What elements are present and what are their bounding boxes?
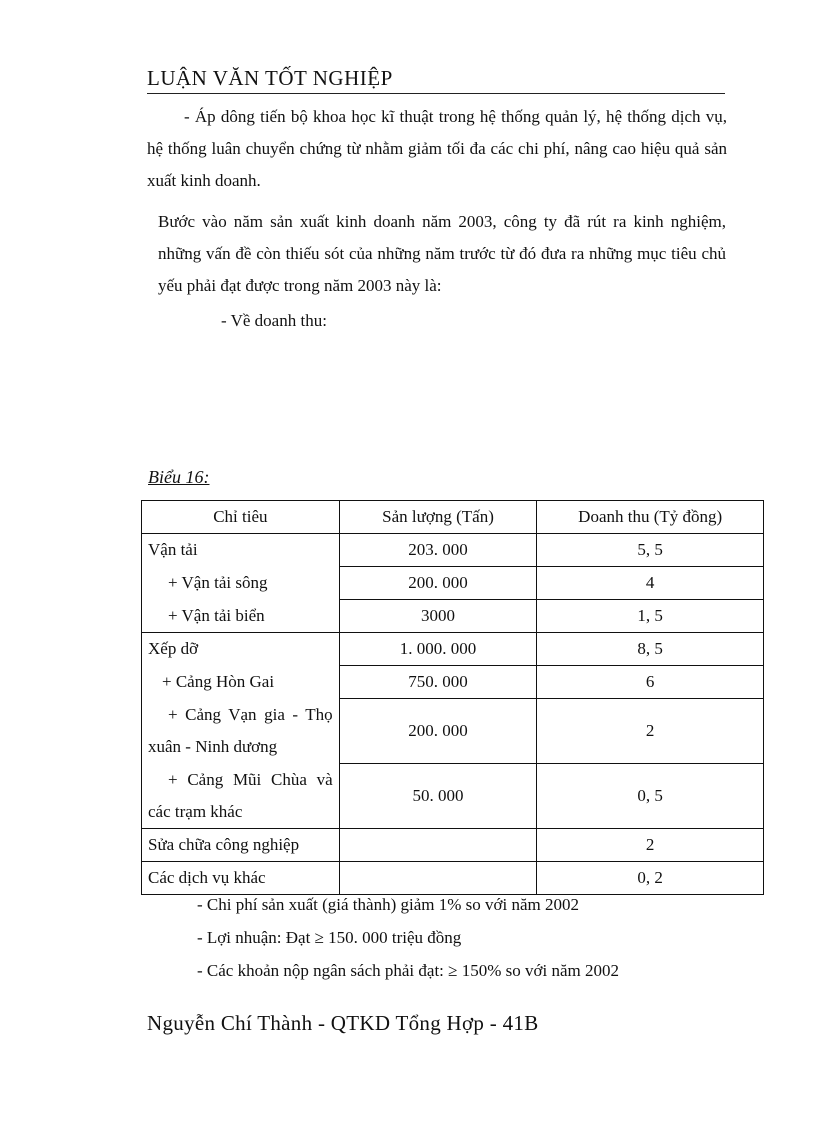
indicator-cell: Vận tải [142,534,340,567]
revenue-cell: 5, 5 [537,534,764,567]
indicator-cell: + Vận tải biển [142,600,340,633]
indicator-cell: + Vận tải sông [142,567,340,600]
revenue-cell: 6 [537,666,764,699]
output-cell: 203. 000 [339,534,537,567]
indicator-cell [142,764,340,829]
cost-target-line: - Chi phí sản xuất (giá thành) giảm 1% so với năm 2002 [197,895,579,914]
revenue-cell: 2 [537,829,764,862]
output-cell: 200. 000 [339,699,537,764]
output-cell: 200. 000 [339,567,537,600]
header-output: Sản lượng (Tấn) [339,501,537,534]
table-header-row [142,501,764,534]
table-row [142,534,764,567]
revenue-cell: 1, 5 [537,600,764,633]
output-cell [339,862,537,895]
indicator-cell: Các dịch vụ khác [142,862,340,895]
table-row [142,764,764,829]
indicator-cell: + Cảng Hòn Gai [142,666,340,699]
indicator-text: + Cảng Vạn gia - Thọ xuân - Ninh dương [148,705,333,756]
header-revenue: Doanh thu (Tỷ đồng) [537,501,764,534]
profit-target-line: - Lợi nhuận: Đạt ≥ 150. 000 triệu đồng [197,928,462,947]
table-row [142,862,764,895]
revenue-cell: 2 [537,699,764,764]
indicator-cell: Sửa chữa công nghiệp [142,829,340,862]
revenue-cell: 4 [537,567,764,600]
revenue-cell: 0, 5 [537,764,764,829]
output-cell: 750. 000 [339,666,537,699]
targets-table [141,500,764,895]
table-row [142,699,764,764]
output-cell: 1. 000. 000 [339,633,537,666]
table-row [142,666,764,699]
page-header-title: LUẬN VĂN TỐT NGHIỆP [147,66,393,90]
paragraph-technology: - Áp dông tiến bộ khoa học kĩ thuật trong hệ thống quản lý, hệ thống dịch vụ, hệ thống luân chuyển chứng từ nhằm giảm tối đa các chi phí, nâng cao hiệu quả sản xuất kinh doanh. [147,107,727,190]
table-row [142,829,764,862]
paragraph-goals-2003: Bước vào năm sản xuất kinh doanh năm 2003, công ty đã rút ra kinh nghiệm, những vấn đề còn thiếu sót của những năm trước từ đó đưa ra những mục tiêu chủ yếu phải đạt được trong năm 2003 này là: [158,212,726,295]
budget-target-line: - Các khoản nộp ngân sách phải đạt: ≥ 150% so với năm 2002 [197,961,619,980]
output-cell [339,829,537,862]
table-row [142,633,764,666]
revenue-cell: 0, 2 [537,862,764,895]
revenue-cell: 8, 5 [537,633,764,666]
indicator-cell [142,699,340,764]
table-row [142,567,764,600]
output-cell: 3000 [339,600,537,633]
output-cell: 50. 000 [339,764,537,829]
indicator-cell: Xếp dỡ [142,633,340,666]
header-divider [147,93,725,94]
revenue-heading: - Về doanh thu: [221,311,327,330]
table-caption: Biểu 16: [148,467,210,487]
header-indicator: Chỉ tiêu [142,501,340,534]
table-row [142,600,764,633]
page-footer: Nguyễn Chí Thành - QTKD Tổng Hợp - 41B [147,1011,539,1035]
indicator-text: + Cảng Mũi Chùa và các trạm khác [148,769,333,821]
